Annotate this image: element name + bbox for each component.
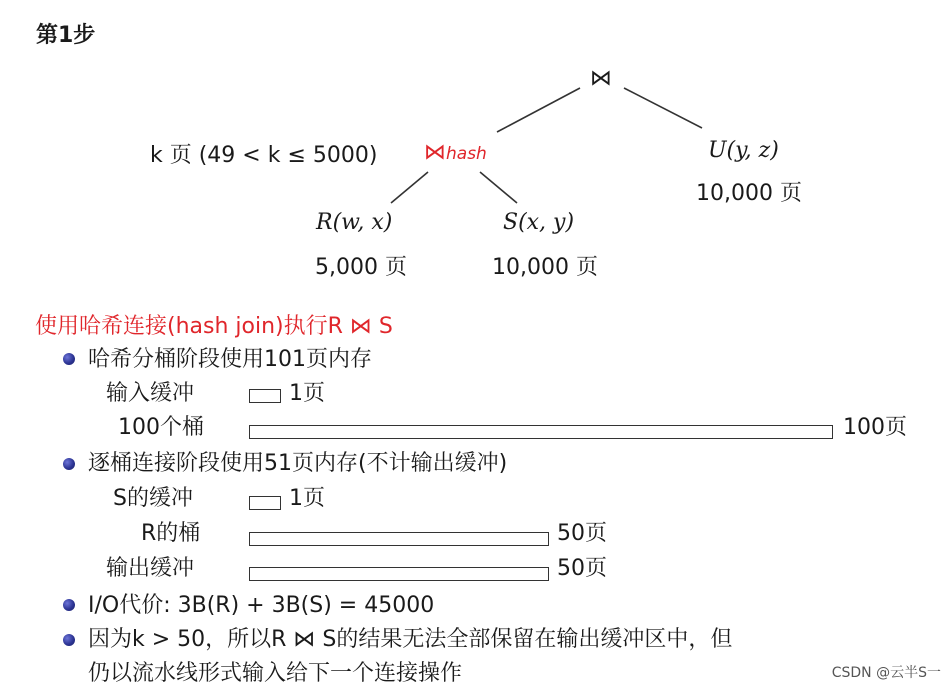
buckets-label: 100个桶 [118,415,204,440]
input-buffer-label: 输入缓冲 [106,381,195,406]
bullet-4-line-2: 仍以流水线形式输入给下一个连接操作 [88,661,463,686]
s-buffer-label: S的缓冲 [113,486,193,511]
bullet-3-text: I/O代价: 3B(R) + 3B(S) = 45000 [88,593,435,618]
leaf-s-pages: 10,000 页 [492,255,598,280]
s-buffer-pages: 1页 [289,486,325,511]
output-buffer-pages: 50页 [557,556,607,581]
bullet-dot-2 [63,458,75,470]
output-buffer-label: 输出缓冲 [106,556,195,581]
watermark-footer: CSDN @云半S一 [831,665,941,681]
leaf-r: R(w, x) [316,210,393,235]
buckets-bar [249,425,833,439]
input-buffer-bar [249,389,281,403]
leaf-s: S(x, y) [503,210,575,235]
edge-root-right [624,88,702,128]
bullet-dot-4 [63,634,75,646]
buckets-pages: 100页 [843,415,907,440]
s-buffer-bar [249,496,281,510]
left-pages-label: k 页 (49 < k ≤ 5000) [150,143,378,168]
r-bucket-label: R的桶 [141,521,201,546]
bullet-1-text: 哈希分桶阶段使用101页内存 [88,347,372,372]
output-buffer-bar [249,567,549,581]
leaf-r-pages: 5,000 页 [315,255,407,280]
r-bucket-pages: 50页 [557,521,607,546]
root-join-symbol: ⋈ [590,66,612,91]
bullet-dot-3 [63,599,75,611]
step-title: 第1步 [36,23,96,48]
input-buffer-pages: 1页 [289,381,325,406]
bullet-dot-1 [63,353,75,365]
bullet-4-line-1: 因为k > 50，所以R ⋈ S的结果无法全部保留在输出缓冲区中，但 [88,627,733,652]
section-heading: 使用哈希连接(hash join)执行R ⋈ S [35,314,393,339]
hash-join-node [424,140,487,165]
edge-hash-r [391,172,428,203]
leaf-u-pages: 10,000 页 [696,181,802,206]
leaf-u: U(y, z) [708,138,779,163]
r-bucket-bar [249,532,549,546]
hash-join-symbol: ⋈ [424,140,446,165]
edge-hash-s [480,172,517,203]
edge-root-left [497,88,580,132]
bullet-2-text: 逐桶连接阶段使用51页内存(不计输出缓冲) [88,451,508,476]
hash-join-subscript: hash [446,144,487,164]
